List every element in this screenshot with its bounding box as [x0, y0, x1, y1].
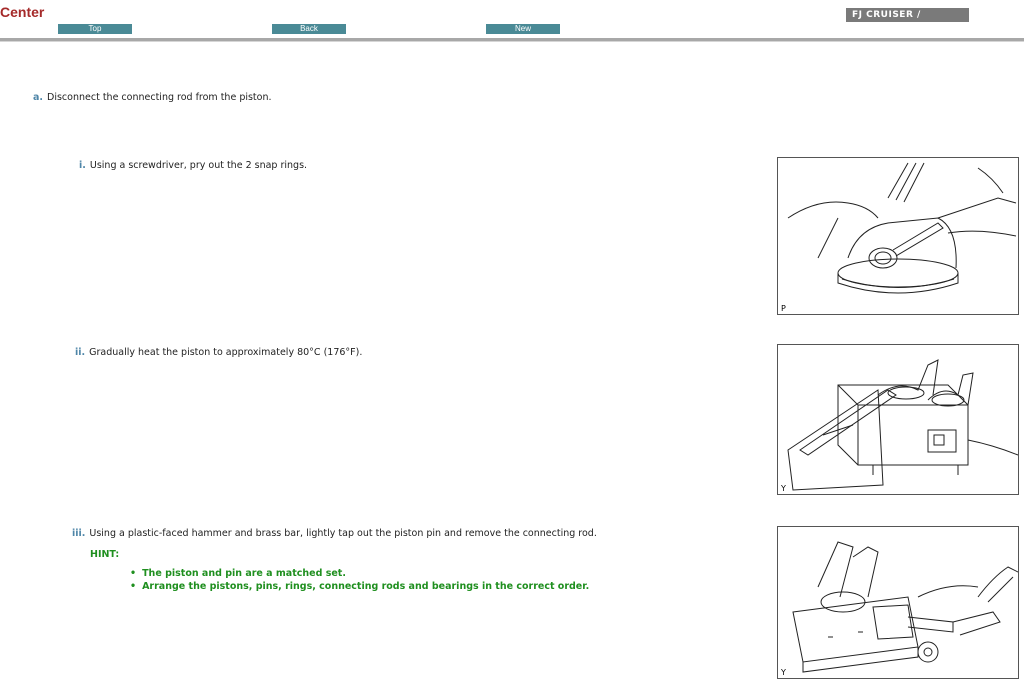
- step-i-text: Using a screwdriver, pry out the 2 snap rings.: [89, 160, 308, 171]
- figure-code: Y: [781, 484, 786, 493]
- step-ii-marker: ii.: [75, 347, 86, 358]
- figure-heat-piston: [777, 344, 1019, 495]
- step-ii-text: Gradually heat the piston to approximately 80°C (176°F).: [89, 347, 363, 358]
- step-i-marker: i.: [79, 160, 86, 171]
- new-button[interactable]: New: [486, 24, 560, 34]
- step-iii-text: Using a plastic-faced hammer and brass bar, lightly tap out the piston pin and remove the connecting rod.: [89, 528, 597, 539]
- hint-title: HINT:: [90, 549, 120, 560]
- step-a-marker: a.: [33, 92, 44, 103]
- back-button[interactable]: Back: [272, 24, 346, 34]
- step-ii: [75, 347, 362, 358]
- hint-item: • The piston and pin are a matched set.: [130, 568, 589, 581]
- step-iii: [72, 528, 597, 539]
- step-iii-marker: iii.: [72, 528, 86, 539]
- snap-ring-illustration: [778, 158, 1019, 315]
- step-i: [79, 160, 307, 171]
- hint-item: • Arrange the pistons, pins, rings, connecting rods and bearings in the correct order.: [130, 581, 589, 594]
- figure-tap-pin: [777, 526, 1019, 679]
- figure-snap-ring: [777, 157, 1019, 315]
- step-a-text: Disconnect the connecting rod from the piston.: [47, 92, 272, 103]
- heater-illustration: [778, 345, 1019, 495]
- brand-title: Center: [0, 4, 45, 20]
- figure-code: Y: [781, 668, 786, 677]
- hint-list: [130, 568, 589, 593]
- header-divider: [0, 38, 1024, 42]
- figure-code: P: [781, 304, 786, 313]
- model-badge: FJ CRUISER /: [846, 8, 969, 22]
- vise-illustration: [778, 527, 1019, 679]
- top-button[interactable]: Top: [58, 24, 132, 34]
- step-a: [33, 92, 272, 103]
